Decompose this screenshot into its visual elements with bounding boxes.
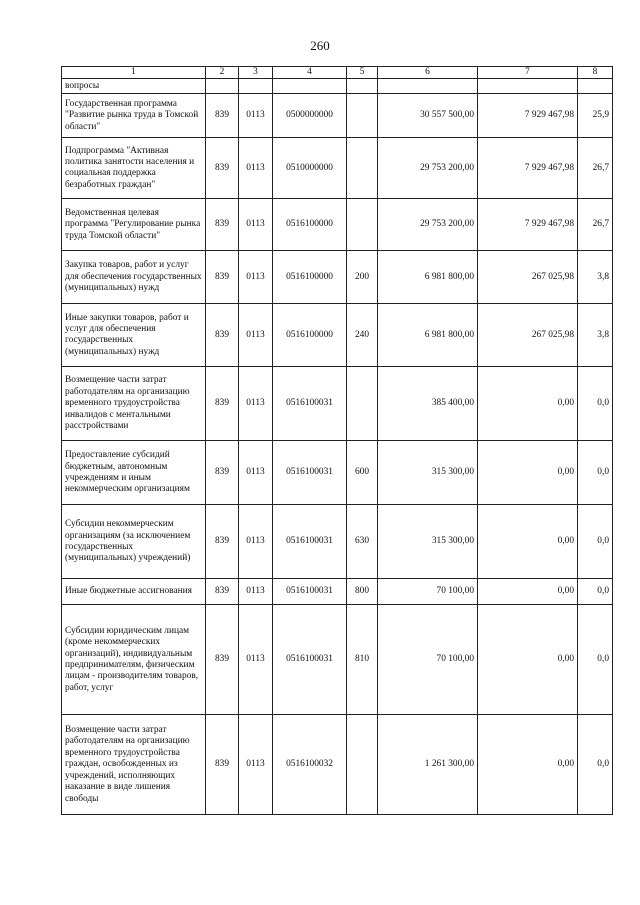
empty-cell xyxy=(273,79,347,94)
empty-cell xyxy=(206,79,239,94)
row-name: Субсидии юридическим лицам (кроме некоммерческих организаций), индивидуальным предпринимателям, физическим лицам - производителям товаров, работ, услуг xyxy=(62,605,206,715)
cell-ministry: 839 xyxy=(206,199,239,251)
empty-cell xyxy=(239,79,273,94)
cell-actual: 7 929 467,98 xyxy=(478,138,578,199)
cell-section: 0113 xyxy=(239,605,273,715)
cell-expense-type: 630 xyxy=(347,505,378,579)
cell-target-article: 0516100031 xyxy=(273,505,347,579)
row-name: Подпрограмма "Активная политика занятости населения и социальная поддержка безработных граждан" xyxy=(62,138,206,199)
cell-target-article: 0516100032 xyxy=(273,715,347,815)
cell-percent: 3,8 xyxy=(578,304,613,367)
cell-target-article: 0516100031 xyxy=(273,579,347,605)
cell-percent: 0,0 xyxy=(578,605,613,715)
cell-section: 0113 xyxy=(239,441,273,505)
cell-section: 0113 xyxy=(239,199,273,251)
cell-actual: 0,00 xyxy=(478,605,578,715)
table-row xyxy=(62,605,613,715)
cell-expense-type: 240 xyxy=(347,304,378,367)
cell-ministry: 839 xyxy=(206,304,239,367)
cell-plan: 30 557 500,00 xyxy=(378,94,478,138)
empty-cell xyxy=(478,79,578,94)
cell-target-article: 0516100031 xyxy=(273,605,347,715)
row-name: вопросы xyxy=(62,79,206,94)
table-row xyxy=(62,94,613,138)
column-header: 4 xyxy=(273,67,347,79)
cell-percent: 0,0 xyxy=(578,441,613,505)
cell-ministry: 839 xyxy=(206,441,239,505)
cell-plan: 6 981 800,00 xyxy=(378,251,478,304)
table-row xyxy=(62,441,613,505)
cell-percent: 25,9 xyxy=(578,94,613,138)
cell-expense-type xyxy=(347,199,378,251)
cell-actual: 0,00 xyxy=(478,367,578,441)
column-header: 1 xyxy=(62,67,206,79)
cell-expense-type xyxy=(347,715,378,815)
cell-target-article: 0516100031 xyxy=(273,367,347,441)
cell-percent: 0,0 xyxy=(578,579,613,605)
cell-ministry: 839 xyxy=(206,505,239,579)
cell-percent: 0,0 xyxy=(578,715,613,815)
cell-percent: 3,8 xyxy=(578,251,613,304)
table-row xyxy=(62,715,613,815)
row-name: Возмещение части затрат работодателям на организацию временного трудоустройства граждан, освобожденных из учреждений, исполняющих наказание в виде лишения свободы xyxy=(62,715,206,815)
cell-section: 0113 xyxy=(239,579,273,605)
cell-ministry: 839 xyxy=(206,94,239,138)
cell-expense-type xyxy=(347,94,378,138)
row-name: Закупка товаров, работ и услуг для обеспечения государственных (муниципальных) нужд xyxy=(62,251,206,304)
cell-expense-type: 810 xyxy=(347,605,378,715)
cell-actual: 0,00 xyxy=(478,441,578,505)
cell-plan: 29 753 200,00 xyxy=(378,138,478,199)
cell-section: 0113 xyxy=(239,251,273,304)
cell-plan: 1 261 300,00 xyxy=(378,715,478,815)
page-number: 260 xyxy=(310,38,330,53)
cell-target-article: 0516100000 xyxy=(273,199,347,251)
row-name: Субсидии некоммерческим организациям (за исключением государственных (муниципальных) учреждений) xyxy=(62,505,206,579)
table-row xyxy=(62,367,613,441)
column-header: 8 xyxy=(578,67,613,79)
table-row-continuation xyxy=(62,79,613,94)
row-name: Возмещение части затрат работодателям на организацию временного трудоустройства инвалидов с ментальными расстройствами xyxy=(62,367,206,441)
cell-actual: 7 929 467,98 xyxy=(478,199,578,251)
column-header: 5 xyxy=(347,67,378,79)
cell-target-article: 0510000000 xyxy=(273,138,347,199)
column-header: 6 xyxy=(378,67,478,79)
cell-plan: 70 100,00 xyxy=(378,579,478,605)
cell-actual: 0,00 xyxy=(478,715,578,815)
cell-section: 0113 xyxy=(239,94,273,138)
budget-table xyxy=(61,66,613,815)
cell-expense-type: 600 xyxy=(347,441,378,505)
cell-percent: 0,0 xyxy=(578,505,613,579)
table-row xyxy=(62,138,613,199)
row-name: Государственная программа "Развитие рынка труда в Томской области" xyxy=(62,94,206,138)
cell-target-article: 0516100000 xyxy=(273,304,347,367)
table-row xyxy=(62,505,613,579)
cell-ministry: 839 xyxy=(206,367,239,441)
column-header: 2 xyxy=(206,67,239,79)
cell-actual: 7 929 467,98 xyxy=(478,94,578,138)
cell-expense-type xyxy=(347,138,378,199)
empty-cell xyxy=(378,79,478,94)
cell-ministry: 839 xyxy=(206,579,239,605)
cell-plan: 6 981 800,00 xyxy=(378,304,478,367)
cell-actual: 0,00 xyxy=(478,579,578,605)
cell-ministry: 839 xyxy=(206,251,239,304)
cell-ministry: 839 xyxy=(206,715,239,815)
table-header-row xyxy=(62,67,613,79)
cell-target-article: 0516100031 xyxy=(273,441,347,505)
cell-percent: 0,0 xyxy=(578,367,613,441)
table-row xyxy=(62,199,613,251)
cell-target-article: 0500000000 xyxy=(273,94,347,138)
cell-expense-type: 200 xyxy=(347,251,378,304)
cell-section: 0113 xyxy=(239,715,273,815)
row-name: Иные бюджетные ассигнования xyxy=(62,579,206,605)
cell-actual: 0,00 xyxy=(478,505,578,579)
row-name: Ведомственная целевая программа "Регулирование рынка труда Томской области" xyxy=(62,199,206,251)
column-header: 3 xyxy=(239,67,273,79)
cell-actual: 267 025,98 xyxy=(478,304,578,367)
cell-percent: 26,7 xyxy=(578,199,613,251)
empty-cell xyxy=(578,79,613,94)
cell-target-article: 0516100000 xyxy=(273,251,347,304)
cell-ministry: 839 xyxy=(206,605,239,715)
cell-plan: 315 300,00 xyxy=(378,441,478,505)
cell-plan: 70 100,00 xyxy=(378,605,478,715)
cell-expense-type: 800 xyxy=(347,579,378,605)
cell-section: 0113 xyxy=(239,505,273,579)
table-row xyxy=(62,304,613,367)
cell-plan: 29 753 200,00 xyxy=(378,199,478,251)
cell-section: 0113 xyxy=(239,138,273,199)
cell-percent: 26,7 xyxy=(578,138,613,199)
column-header: 7 xyxy=(478,67,578,79)
cell-ministry: 839 xyxy=(206,138,239,199)
table-row xyxy=(62,579,613,605)
cell-actual: 267 025,98 xyxy=(478,251,578,304)
table-row xyxy=(62,251,613,304)
cell-section: 0113 xyxy=(239,304,273,367)
cell-plan: 385 400,00 xyxy=(378,367,478,441)
cell-plan: 315 300,00 xyxy=(378,505,478,579)
cell-expense-type xyxy=(347,367,378,441)
cell-section: 0113 xyxy=(239,367,273,441)
empty-cell xyxy=(347,79,378,94)
row-name: Предоставление субсидий бюджетным, автономным учреждениям и иным некоммерческим организациям xyxy=(62,441,206,505)
row-name: Иные закупки товаров, работ и услуг для обеспечения государственных (муниципальных) нужд xyxy=(62,304,206,367)
